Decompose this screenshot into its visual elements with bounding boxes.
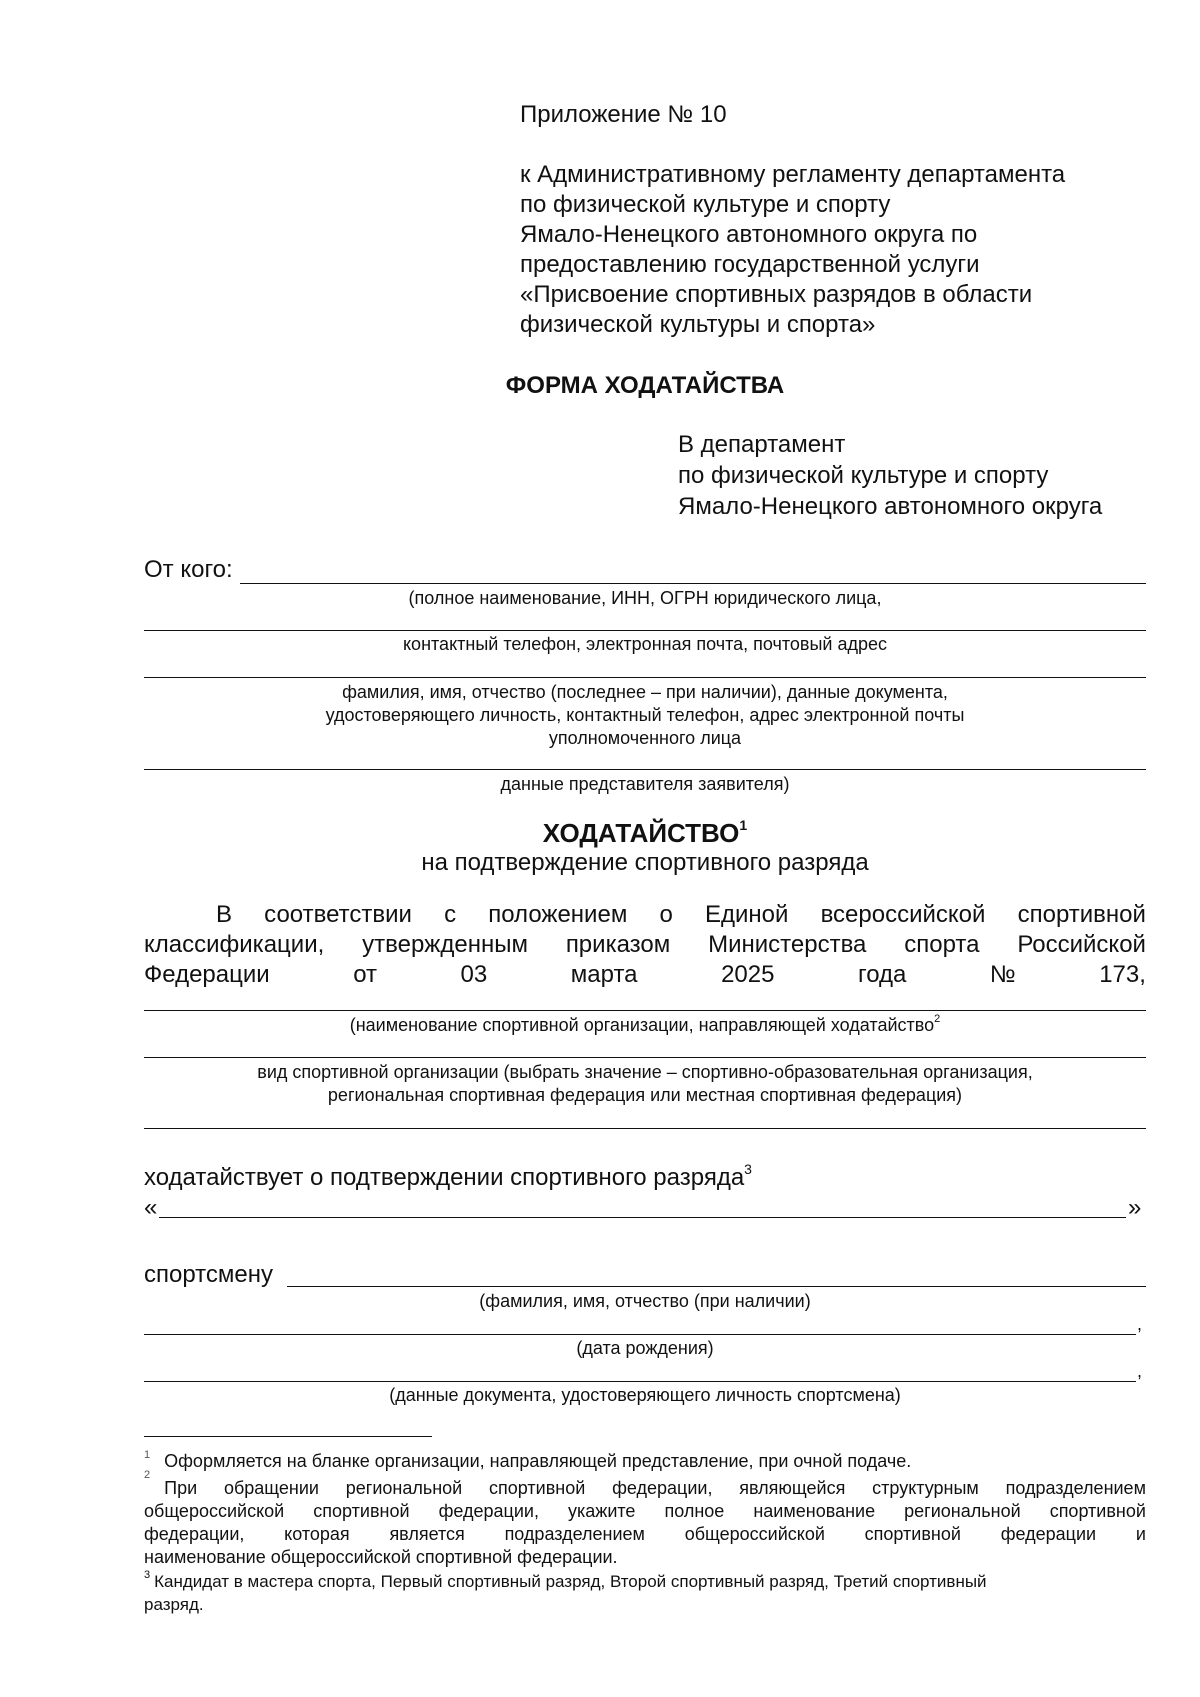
paragraph-line-2 — [144, 930, 1146, 960]
representative-caption: уполномоченного лица — [548, 728, 742, 748]
representative-input-line[interactable] — [144, 677, 1146, 678]
petition-subtitle: на подтверждение спортивного разряда — [421, 849, 869, 876]
form-title: ФОРМА ХОДАТАЙСТВА — [505, 372, 785, 399]
organization-type-input-line[interactable] — [144, 1057, 1146, 1058]
footnote-mark-2: 2 — [144, 1469, 151, 1481]
word: федерации, — [144, 1524, 245, 1544]
athlete-document-input-line[interactable] — [144, 1381, 1136, 1382]
addressee-line: по физической культуре и спорту — [678, 462, 1049, 489]
annex-line: «Присвоение спортивных разрядов в области — [520, 281, 1033, 308]
athlete-label: спортсмену — [144, 1261, 273, 1288]
word: 2025 — [721, 961, 775, 988]
comma: , — [1137, 1361, 1143, 1381]
word: спортивной — [864, 1524, 961, 1544]
word: утвержденным — [362, 931, 528, 958]
footnote-ref-2[interactable]: 2 — [934, 1013, 941, 1025]
word: При — [164, 1478, 198, 1498]
quote-open: « — [144, 1194, 158, 1221]
footnote-mark-3: 3 — [144, 1569, 151, 1582]
annex-number: Приложение № 10 — [520, 101, 727, 128]
word: обращении — [223, 1478, 319, 1498]
word: структурным — [872, 1478, 979, 1498]
athlete-name-caption: (фамилия, имя, отчество (при наличии) — [479, 1291, 811, 1311]
footnote-separator — [144, 1436, 432, 1437]
representative-caption: фамилия, имя, отчество (последнее – при наличии), данные документа, — [342, 682, 948, 702]
rank-text — [144, 1163, 752, 1193]
word: спортивной — [489, 1478, 586, 1498]
contacts-caption: контактный телефон, электронная почта, почтовый адрес — [402, 634, 888, 654]
word: положением — [488, 901, 628, 928]
word: Федерации — [144, 961, 270, 988]
footnote-3-text: Кандидат в мастера спорта, Первый спортивный разряд, Второй спортивный разряд, Третий спортивный — [154, 1572, 987, 1591]
footnote-2-line — [144, 1500, 1146, 1523]
word: спортивной — [1049, 1501, 1146, 1521]
word: 03 — [460, 961, 488, 988]
footnote-ref-3[interactable]: 3 — [744, 1161, 752, 1177]
word: Единой — [704, 901, 789, 928]
athlete-document-caption: (данные документа, удостоверяющего личность спортсмена) — [389, 1385, 901, 1405]
annex-line: предоставлению государственной услуги — [520, 251, 980, 278]
word: наименование — [753, 1501, 876, 1521]
athlete-name-input-line[interactable] — [287, 1286, 1146, 1287]
organization-caption-text: (наименование спортивной организации, направляющей ходатайство — [349, 1015, 935, 1035]
representative-caption: удостоверяющего личность, контактный телефон, адрес электронной почты — [325, 705, 965, 725]
addressee-line: Ямало-Ненецкого автономного округа — [678, 493, 1103, 520]
footnote-3 — [144, 1570, 987, 1593]
word: федерации, — [612, 1478, 713, 1498]
quote-close: » — [1128, 1194, 1142, 1221]
footnote-mark-1: 1 — [144, 1449, 151, 1461]
rank-text-label: ходатайствует о подтверждении спортивного разряда — [144, 1164, 745, 1191]
addressee-line: В департамент — [678, 431, 846, 458]
footnote-2-last-line: наименование общероссийской спортивной федерации. — [144, 1547, 618, 1567]
footnote-2-line — [144, 1469, 1146, 1500]
word: классификации, — [144, 931, 325, 958]
annex-line: физической культуры и спорта» — [520, 311, 876, 338]
word: региональной — [904, 1501, 1021, 1521]
word: полное — [664, 1501, 725, 1521]
annex-line: по физической культуре и спорту — [520, 191, 891, 218]
word: которая — [284, 1524, 350, 1544]
word: общероссийской — [144, 1501, 285, 1521]
representative-data-line[interactable] — [144, 769, 1146, 770]
from-label: От кого: — [144, 556, 233, 583]
word: спортивной — [313, 1501, 410, 1521]
petition-title — [144, 818, 1146, 849]
annex-line: Ямало-Ненецкого автономного округа по — [520, 221, 978, 248]
word: является — [389, 1524, 465, 1544]
rank-input-line[interactable] — [159, 1217, 1126, 1218]
word: с — [444, 901, 457, 928]
word: укажите — [568, 1501, 636, 1521]
footnote-3-cont: разряд. — [144, 1595, 204, 1614]
footnote-1 — [144, 1450, 911, 1473]
word: спорта — [904, 931, 980, 958]
word: приказом — [565, 931, 671, 958]
birth-date-input-line[interactable] — [144, 1334, 1136, 1335]
paragraph-line-1 — [216, 900, 1146, 930]
comma: , — [1137, 1314, 1143, 1334]
word: спортивной — [1017, 901, 1146, 928]
word: соответствии — [264, 901, 412, 928]
organization-type-caption: вид спортивной организации (выбрать значение – спортивно-образовательная организация, — [257, 1062, 1033, 1082]
organization-type-extra-line[interactable] — [144, 1128, 1146, 1129]
annex-line: к Административному регламенту департамента — [520, 161, 1066, 188]
representative-data-caption: данные представителя заявителя) — [500, 774, 790, 794]
birth-date-caption: (дата рождения) — [576, 1338, 714, 1358]
footnote-ref-1[interactable]: 1 — [739, 817, 748, 834]
word: Министерства — [708, 931, 867, 958]
word: В — [216, 901, 233, 928]
organization-caption — [144, 1014, 1146, 1037]
petition-title-text: ХОДАТАЙСТВО — [542, 818, 740, 848]
from-input-line[interactable] — [240, 583, 1146, 584]
footnote-2-line — [144, 1523, 1146, 1546]
word: Российской — [1017, 931, 1146, 958]
word: региональной — [345, 1478, 463, 1498]
word: федерации, — [438, 1501, 539, 1521]
word: и — [1135, 1524, 1146, 1544]
word: подразделением — [504, 1524, 645, 1544]
word: № — [989, 961, 1016, 988]
word: 173, — [1099, 961, 1146, 988]
organization-input-line[interactable] — [144, 1010, 1146, 1011]
word: подразделением — [1005, 1478, 1146, 1498]
word: марта — [570, 961, 638, 988]
contacts-input-line[interactable] — [144, 630, 1146, 631]
word: о — [659, 901, 673, 928]
word: общероссийской — [684, 1524, 825, 1544]
paragraph-line-3 — [144, 960, 1146, 990]
word: всероссийской — [820, 901, 986, 928]
word: от — [353, 961, 378, 988]
word: федерации — [1000, 1524, 1097, 1544]
organization-type-caption: региональная спортивная федерация или местная спортивная федерация) — [327, 1085, 963, 1105]
from-caption-legal-entity: (полное наименование, ИНН, ОГРН юридического лица, — [408, 588, 882, 608]
word: являющейся — [739, 1478, 846, 1498]
footnote-1-text: Оформляется на бланке организации, направляющей представление, при очной подаче. — [164, 1451, 912, 1471]
word: года — [857, 961, 907, 988]
